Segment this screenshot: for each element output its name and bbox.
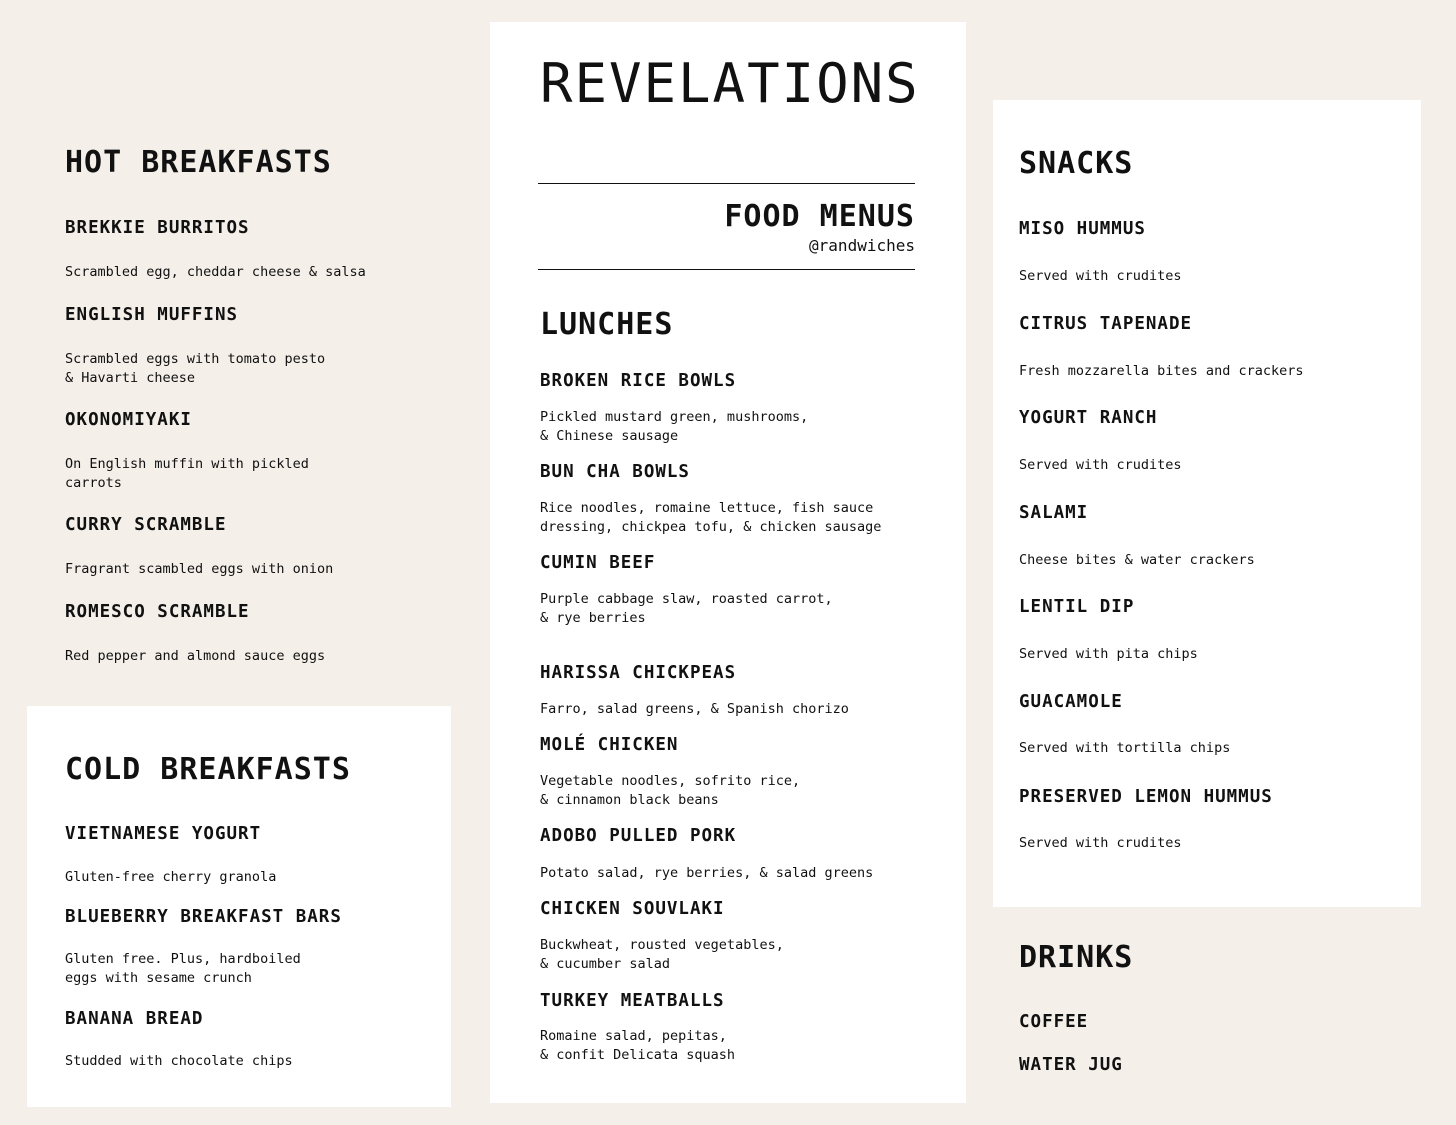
menu-item bbox=[65, 907, 342, 927]
menu-item-name: BROKEN RICE BOWLS bbox=[540, 371, 737, 391]
section-heading: LUNCHES bbox=[540, 307, 674, 342]
brand-title: REVELATIONS bbox=[540, 52, 920, 115]
menu-item-name: YOGURT RANCH bbox=[1019, 408, 1158, 428]
menu-item bbox=[65, 824, 261, 844]
menu-item-desc-wrap bbox=[1019, 739, 1230, 758]
center-panel bbox=[490, 22, 966, 1103]
lunches-section bbox=[540, 307, 960, 1097]
menu-item-desc-wrap bbox=[1019, 645, 1198, 664]
menu-item-desc: Served with tortilla chips bbox=[1019, 740, 1231, 756]
menu-item bbox=[1019, 1012, 1088, 1032]
menu-item-desc: Served with pita chips bbox=[1019, 646, 1198, 662]
menu-item bbox=[1019, 1055, 1123, 1075]
menu-item-desc-wrap bbox=[540, 700, 849, 719]
menu-item-name: PRESERVED LEMON HUMMUS bbox=[1019, 787, 1273, 807]
menu-item bbox=[65, 515, 227, 535]
menu-item bbox=[540, 826, 736, 846]
menu-item-desc: Buckwheat, rousted vegetables, & cucumber salad bbox=[540, 937, 784, 972]
menu-item bbox=[540, 899, 725, 919]
menu-item bbox=[65, 1009, 203, 1029]
menu-item bbox=[1019, 503, 1088, 523]
menu-item-name: BANANA BREAD bbox=[65, 1009, 204, 1029]
divider bbox=[538, 183, 915, 184]
menu-item-desc: Served with crudites bbox=[1019, 457, 1182, 473]
menu-item-desc: Red pepper and almond sauce eggs bbox=[65, 648, 326, 664]
menu-item-desc-wrap bbox=[540, 1027, 735, 1065]
menu-item bbox=[65, 602, 250, 622]
menu-item-name: CUMIN BEEF bbox=[540, 553, 656, 573]
menu-item-desc: On English muffin with pickled carrots bbox=[65, 456, 309, 491]
menu-item-desc: Farro, salad greens, & Spanish chorizo bbox=[540, 701, 849, 717]
menu-item-name: COFFEE bbox=[1019, 1012, 1089, 1032]
menu-item-desc-wrap bbox=[1019, 834, 1182, 853]
menu-item-desc-wrap bbox=[1019, 362, 1303, 381]
section-heading: DRINKS bbox=[1019, 940, 1134, 975]
menu-item-desc-wrap bbox=[540, 936, 784, 974]
menu-item-desc-wrap bbox=[65, 950, 301, 988]
cold-breakfasts-section bbox=[27, 706, 451, 1107]
menu-item bbox=[1019, 692, 1123, 712]
social-handle: @randwiches bbox=[809, 236, 915, 255]
menu-item-desc-wrap bbox=[65, 868, 276, 887]
menu-item bbox=[540, 371, 736, 391]
menu-item-desc-wrap bbox=[540, 772, 800, 810]
divider bbox=[538, 269, 915, 270]
menu-item-name: GUACAMOLE bbox=[1019, 692, 1123, 712]
menu-item bbox=[65, 305, 238, 325]
menu-item-name: ROMESCO SCRAMBLE bbox=[65, 602, 250, 622]
menu-item bbox=[540, 462, 690, 482]
menu-item-desc: Rice noodles, romaine lettuce, fish sauce dressing, chickpea tofu, & chicken sausage bbox=[540, 500, 882, 535]
menu-item-desc-wrap bbox=[1019, 267, 1182, 286]
menu-item-desc: Romaine salad, pepitas, & confit Delicata squash bbox=[540, 1028, 736, 1063]
menu-item-name: LENTIL DIP bbox=[1019, 597, 1135, 617]
snacks-section bbox=[993, 100, 1421, 907]
menu-item-desc: Scrambled egg, cheddar cheese & salsa bbox=[65, 264, 366, 280]
section-heading: SNACKS bbox=[1019, 146, 1134, 181]
section-heading: HOT BREAKFASTS bbox=[65, 145, 332, 180]
menu-item-name: BLUEBERRY BREAKFAST BARS bbox=[65, 907, 342, 927]
menu-item-name: CURRY SCRAMBLE bbox=[65, 515, 227, 535]
menu-item-name: MISO HUMMUS bbox=[1019, 219, 1146, 239]
menu-item-name: ADOBO PULLED PORK bbox=[540, 826, 737, 846]
menu-item bbox=[65, 218, 250, 238]
menu-item-desc: Vegetable noodles, sofrito rice, & cinnamon black beans bbox=[540, 773, 801, 808]
menu-item-name: BUN CHA BOWLS bbox=[540, 462, 690, 482]
menu-item-desc-wrap bbox=[65, 350, 325, 388]
hot-breakfasts-section bbox=[65, 145, 465, 685]
menu-item-desc-wrap bbox=[65, 1052, 293, 1071]
menu-item-name: ENGLISH MUFFINS bbox=[65, 305, 239, 325]
menu-item-desc: Purple cabbage slaw, roasted carrot, & rye berries bbox=[540, 591, 833, 626]
menu-item-desc-wrap bbox=[65, 455, 309, 493]
menu-item-desc: Fragrant scambled eggs with onion bbox=[65, 561, 334, 577]
menu-item bbox=[1019, 787, 1273, 807]
page-title: FOOD MENUS bbox=[724, 199, 915, 234]
menu-item-desc: Studded with chocolate chips bbox=[65, 1053, 293, 1069]
menu-item-desc-wrap bbox=[540, 499, 881, 537]
menu-item-name: TURKEY MEATBALLS bbox=[540, 991, 725, 1011]
menu-item bbox=[1019, 314, 1192, 334]
menu-item-desc-wrap bbox=[65, 560, 333, 579]
menu-item-desc: Scrambled eggs with tomato pesto & Havarti cheese bbox=[65, 351, 326, 386]
menu-item-name: OKONOMIYAKI bbox=[65, 410, 192, 430]
menu-item-desc: Fresh mozzarella bites and crackers bbox=[1019, 363, 1304, 379]
menu-item-name: HARISSA CHICKPEAS bbox=[540, 663, 737, 683]
menu-item-desc-wrap bbox=[540, 408, 808, 446]
section-heading: COLD BREAKFASTS bbox=[65, 752, 351, 787]
menu-item-name: BREKKIE BURRITOS bbox=[65, 218, 250, 238]
menu-item bbox=[1019, 219, 1146, 239]
menu-item bbox=[1019, 597, 1134, 617]
menu-item-name: MOLÉ CHICKEN bbox=[540, 735, 679, 755]
menu-item bbox=[540, 553, 655, 573]
menu-item-desc: Pickled mustard green, mushrooms, & Chinese sausage bbox=[540, 409, 809, 444]
menu-item-desc-wrap bbox=[65, 647, 325, 666]
menu-item-desc: Cheese bites & water crackers bbox=[1019, 552, 1255, 568]
menu-item-name: CITRUS TAPENADE bbox=[1019, 314, 1193, 334]
menu-item-desc-wrap bbox=[65, 263, 366, 282]
menu-item-desc: Served with crudites bbox=[1019, 268, 1182, 284]
menu-item bbox=[65, 410, 192, 430]
menu-item-desc: Gluten free. Plus, hardboiled eggs with sesame crunch bbox=[65, 951, 301, 986]
menu-item-desc-wrap bbox=[540, 864, 873, 883]
menu-item bbox=[540, 663, 736, 683]
menu-item-desc-wrap bbox=[540, 590, 833, 628]
menu-item bbox=[540, 991, 725, 1011]
menu-item-desc: Gluten-free cherry granola bbox=[65, 869, 277, 885]
menu-item-desc-wrap bbox=[1019, 456, 1182, 475]
menu-item bbox=[1019, 408, 1157, 428]
menu-item-name: SALAMI bbox=[1019, 503, 1089, 523]
menu-item bbox=[540, 735, 678, 755]
menu-item-name: VIETNAMESE YOGURT bbox=[65, 824, 262, 844]
menu-item-desc: Potato salad, rye berries, & salad greens bbox=[540, 865, 874, 881]
drinks-section bbox=[1019, 940, 1419, 1090]
menu-item-name: WATER JUG bbox=[1019, 1055, 1123, 1075]
menu-item-desc: Served with crudites bbox=[1019, 835, 1182, 851]
menu-item-name: CHICKEN SOUVLAKI bbox=[540, 899, 725, 919]
menu-item-desc-wrap bbox=[1019, 551, 1255, 570]
